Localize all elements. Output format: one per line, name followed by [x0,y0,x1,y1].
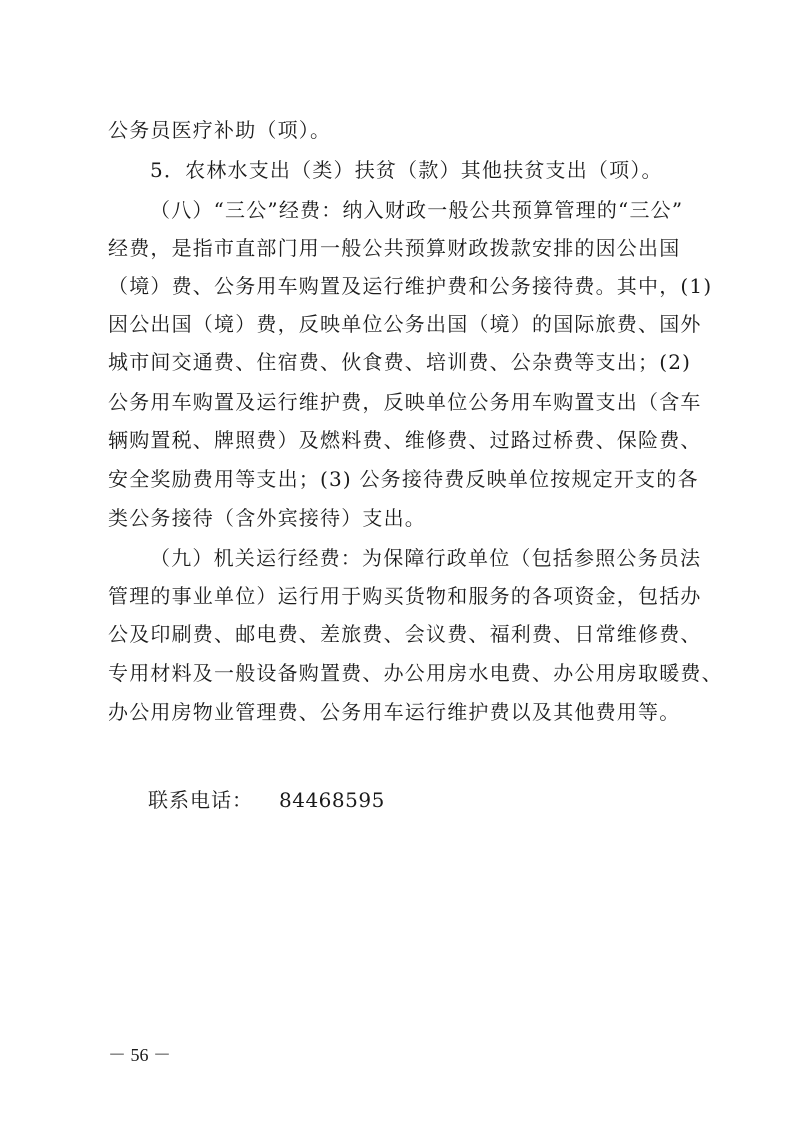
text-line: 办公用房物业管理费、公务用车运行维护费以及其他费用等。 [108,700,681,724]
text-line: 类公务接待（含外宾接待）支出。 [108,506,426,530]
text-line: 城市间交通费、住宿费、伙食费、培训费、公杂费等支出；(2) [108,350,692,374]
contact-phone [148,788,385,812]
text-line: 经费，是指市直部门用一般公共预算财政拨款安排的因公出国 [108,236,681,260]
text-line: 5．农林水支出（类）扶贫（款）其他扶贫支出（项）。 [150,158,663,182]
text-line: 安全奖励费用等支出；(3) 公务接待费反映单位按规定开支的各 [108,467,699,491]
text-line: 公务用车购置及运行维护费，反映单位公务用车购置支出（含车 [108,390,702,414]
text-line: 辆购置税、牌照费）及燃料费、维修费、过路过桥费、保险费、 [108,428,702,452]
contact-label: 联系电话： [148,788,253,812]
section-heading-nine: （九）机关运行经费：为保障行政单位（包括参照公务员法 [150,546,702,570]
text-line: 因公出国（境）费，反映单位公务出国（境）的国际旅费、国外 [108,312,702,336]
text-line: 公及印刷费、邮电费、差旅费、会议费、福利费、日常维修费、 [108,622,702,646]
text-line: 管理的事业单位）运行用于购买货物和服务的各项资金，包括办 [108,584,702,608]
text-line: （境）费、公务用车购置及运行维护费和公务接待费。其中，(1) [108,274,713,298]
section-heading-eight: （八）“三公”经费：纳入财政一般公共预算管理的“三公” [150,198,684,222]
text-line: 专用材料及一般设备购置费、办公用房水电费、办公用房取暖费、 [108,661,723,685]
text-line: 公务员医疗补助（项）。 [108,118,332,142]
page-number: － 56 － [108,1045,171,1065]
contact-number: 84468595 [279,788,385,812]
